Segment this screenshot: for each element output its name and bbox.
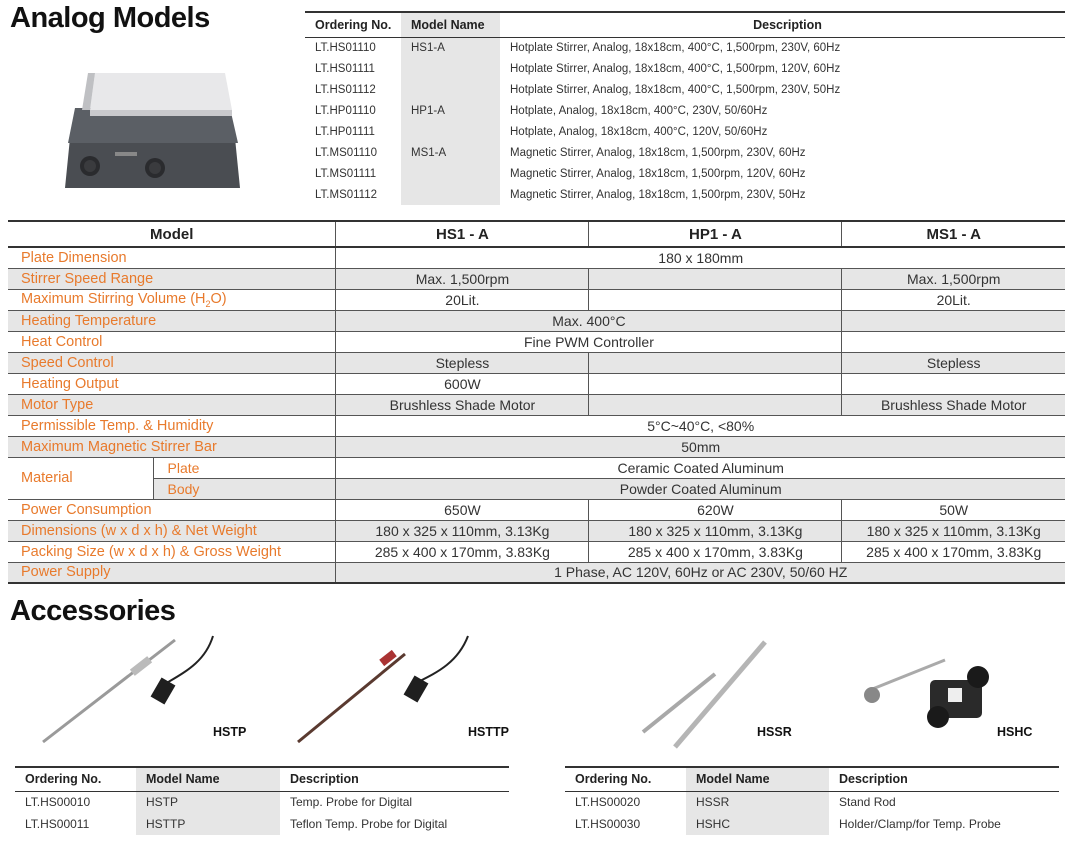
cell: LT.HS01112 bbox=[315, 83, 376, 96]
table-row bbox=[15, 791, 509, 813]
spec-label-text: O) bbox=[210, 290, 227, 307]
spec-value: 50mm bbox=[336, 436, 1065, 457]
spec-value bbox=[842, 310, 1065, 331]
accessory-label-hssr: HSSR bbox=[757, 725, 792, 739]
spec-row-motor-type bbox=[8, 394, 1065, 415]
spec-value bbox=[842, 331, 1065, 352]
table-row bbox=[565, 813, 1059, 835]
cell: Hotplate, Analog, 18x18cm, 400°C, 230V, 50/60Hz bbox=[510, 104, 768, 117]
cell: Hotplate Stirrer, Analog, 18x18cm, 400°C, 1,500rpm, 230V, 60Hz bbox=[510, 41, 841, 54]
spec-row-power-consumption bbox=[8, 499, 1065, 520]
cell: LT.HS01110 bbox=[315, 41, 376, 54]
spec-row-plate-dimension bbox=[8, 247, 1065, 268]
table-row bbox=[565, 791, 1059, 813]
spec-value: Max. 400°C bbox=[336, 310, 842, 331]
spec-label: Packing Size (w x d x h) & Gross Weight bbox=[8, 541, 336, 562]
table-row bbox=[305, 142, 1065, 163]
spec-value: Brushless Shade Motor bbox=[842, 394, 1065, 415]
cell: Stand Rod bbox=[839, 795, 896, 810]
cell bbox=[401, 58, 500, 79]
cell: Hotplate Stirrer, Analog, 18x18cm, 400°C, 1,500rpm, 120V, 60Hz bbox=[510, 62, 841, 75]
col-model-name: Model Name bbox=[401, 12, 500, 37]
table-row bbox=[305, 184, 1065, 205]
teflon-temp-probe-image bbox=[290, 632, 480, 747]
spec-value bbox=[842, 373, 1065, 394]
col-ordering-no: Ordering No. bbox=[565, 767, 686, 791]
spec-label: Material bbox=[8, 457, 153, 499]
spec-sublabel: Body bbox=[153, 478, 336, 499]
spec-label: Heating Output bbox=[8, 373, 336, 394]
spec-value bbox=[589, 268, 842, 289]
spec-value: 180 x 325 x 110mm, 3.13Kg bbox=[842, 520, 1065, 541]
spec-value: 180 x 180mm bbox=[336, 247, 1065, 268]
accessory-label-hshc: HSHC bbox=[997, 725, 1033, 739]
spec-label bbox=[8, 289, 336, 310]
col-model-name: Model Name bbox=[686, 767, 829, 791]
spec-row-stirrer-speed bbox=[8, 268, 1065, 289]
spec-value: 20Lit. bbox=[336, 289, 589, 310]
spec-value: Stepless bbox=[336, 352, 589, 373]
cell: Magnetic Stirrer, Analog, 18x18cm, 1,500rpm, 230V, 60Hz bbox=[510, 146, 806, 159]
cell: LT.MS01110 bbox=[315, 146, 378, 159]
spec-label: Stirrer Speed Range bbox=[8, 268, 336, 289]
ordering-table-accessories-2 bbox=[565, 766, 1059, 835]
spec-value: 285 x 400 x 170mm, 3.83Kg bbox=[336, 541, 589, 562]
spec-header-model: Model bbox=[8, 221, 336, 247]
spec-value: Brushless Shade Motor bbox=[336, 394, 589, 415]
col-description: Description bbox=[829, 767, 1059, 791]
hotplate-stirrer-image bbox=[60, 48, 245, 198]
cell: HS1-A bbox=[401, 37, 500, 58]
spec-value: 620W bbox=[589, 499, 842, 520]
page-title-analog-models: Analog Models bbox=[10, 2, 210, 34]
spec-row-heat-control bbox=[8, 331, 1065, 352]
cell: HSTTP bbox=[136, 813, 280, 835]
spec-row-magnetic-bar bbox=[8, 436, 1065, 457]
spec-row-stirring-volume bbox=[8, 289, 1065, 310]
spec-value: 50W bbox=[842, 499, 1065, 520]
cell bbox=[401, 79, 500, 100]
spec-value bbox=[589, 394, 842, 415]
spec-label-sub: 2 bbox=[205, 298, 211, 309]
spec-label: Power Supply bbox=[8, 562, 336, 583]
cell: Magnetic Stirrer, Analog, 18x18cm, 1,500rpm, 120V, 60Hz bbox=[510, 167, 806, 180]
spec-value: Ceramic Coated Aluminum bbox=[336, 457, 1065, 478]
spec-row-speed-control bbox=[8, 352, 1065, 373]
cell: MS1-A bbox=[401, 142, 500, 163]
spec-value: 600W bbox=[336, 373, 589, 394]
cell: LT.HS00020 bbox=[575, 795, 641, 810]
spec-label: Motor Type bbox=[8, 394, 336, 415]
spec-label: Heat Control bbox=[8, 331, 336, 352]
spec-value: 285 x 400 x 170mm, 3.83Kg bbox=[589, 541, 842, 562]
cell: Magnetic Stirrer, Analog, 18x18cm, 1,500rpm, 230V, 50Hz bbox=[510, 188, 806, 201]
spec-label-text: Maximum Stirring Volume (H bbox=[21, 290, 206, 307]
spec-label: Dimensions (w x d x h) & Net Weight bbox=[8, 520, 336, 541]
spec-row-material-body bbox=[8, 478, 1065, 499]
cell: LT.HS00011 bbox=[25, 817, 90, 831]
spec-header-ms1a: MS1 - A bbox=[842, 221, 1065, 247]
spec-value bbox=[589, 373, 842, 394]
spec-value: Stepless bbox=[842, 352, 1065, 373]
spec-value: Powder Coated Aluminum bbox=[336, 478, 1065, 499]
spec-row-dimensions bbox=[8, 520, 1065, 541]
cell: Holder/Clamp/for Temp. Probe bbox=[839, 817, 1001, 831]
holder-clamp-image bbox=[860, 655, 1000, 750]
spec-row-material-plate bbox=[8, 457, 1065, 478]
table-row bbox=[305, 163, 1065, 184]
spec-header-hs1a: HS1 - A bbox=[336, 221, 589, 247]
spec-value: 5°C~40°C, <80% bbox=[336, 415, 1065, 436]
cell: HP1-A bbox=[401, 100, 500, 121]
cell: Hotplate Stirrer, Analog, 18x18cm, 400°C, 1,500rpm, 230V, 50Hz bbox=[510, 83, 841, 96]
spec-value: 1 Phase, AC 120V, 60Hz or AC 230V, 50/60 HZ bbox=[336, 562, 1065, 583]
cell: Teflon Temp. Probe for Digital bbox=[290, 817, 448, 831]
spec-label: Permissible Temp. & Humidity bbox=[8, 415, 336, 436]
accessory-label-hstp: HSTP bbox=[213, 725, 247, 739]
spec-label: Power Consumption bbox=[8, 499, 336, 520]
col-model-name: Model Name bbox=[136, 767, 280, 791]
table-row bbox=[15, 813, 509, 835]
spec-label: Speed Control bbox=[8, 352, 336, 373]
spec-value: Fine PWM Controller bbox=[336, 331, 842, 352]
spec-value bbox=[589, 289, 842, 310]
table-row bbox=[305, 100, 1065, 121]
spec-value bbox=[589, 352, 842, 373]
spec-row-packing bbox=[8, 541, 1065, 562]
spec-value: 285 x 400 x 170mm, 3.83Kg bbox=[842, 541, 1065, 562]
table-row bbox=[305, 58, 1065, 79]
cell: HSTP bbox=[136, 791, 280, 813]
cell bbox=[401, 121, 500, 142]
cell: LT.HS01111 bbox=[315, 62, 375, 75]
table-row bbox=[305, 121, 1065, 142]
col-ordering-no: Ordering No. bbox=[15, 767, 136, 791]
accessory-label-hsttp: HSTTP bbox=[468, 725, 509, 739]
spec-value: Max. 1,500rpm bbox=[336, 268, 589, 289]
col-ordering-no: Ordering No. bbox=[305, 12, 401, 37]
specification-table bbox=[8, 220, 1065, 584]
spec-value: Max. 1,500rpm bbox=[842, 268, 1065, 289]
page-title-accessories: Accessories bbox=[10, 595, 176, 627]
cell: LT.HP01110 bbox=[315, 104, 376, 117]
spec-row-permissible bbox=[8, 415, 1065, 436]
cell: HSSR bbox=[686, 791, 829, 813]
col-description: Description bbox=[280, 767, 509, 791]
temp-probe-image bbox=[35, 632, 225, 747]
col-description: Description bbox=[500, 12, 1065, 37]
cell: LT.HP01111 bbox=[315, 125, 375, 138]
spec-row-heating-temperature bbox=[8, 310, 1065, 331]
ordering-table-analog bbox=[305, 11, 1065, 205]
table-row bbox=[305, 37, 1065, 58]
cell: LT.HS00010 bbox=[25, 795, 91, 810]
spec-header-hp1a: HP1 - A bbox=[589, 221, 842, 247]
spec-row-power-supply bbox=[8, 562, 1065, 583]
spec-value: 650W bbox=[336, 499, 589, 520]
spec-value: 180 x 325 x 110mm, 3.13Kg bbox=[589, 520, 842, 541]
spec-value: 180 x 325 x 110mm, 3.13Kg bbox=[336, 520, 589, 541]
spec-label: Maximum Magnetic Stirrer Bar bbox=[8, 436, 336, 457]
spec-label: Plate Dimension bbox=[8, 247, 336, 268]
spec-label: Heating Temperature bbox=[8, 310, 336, 331]
cell: LT.MS01112 bbox=[315, 188, 378, 201]
table-row bbox=[305, 79, 1065, 100]
cell bbox=[401, 184, 500, 205]
cell: LT.MS01111 bbox=[315, 167, 377, 180]
ordering-table-accessories-1 bbox=[15, 766, 509, 835]
spec-row-heating-output bbox=[8, 373, 1065, 394]
spec-value: 20Lit. bbox=[842, 289, 1065, 310]
cell: Temp. Probe for Digital bbox=[290, 795, 413, 810]
cell: HSHC bbox=[686, 813, 829, 835]
spec-sublabel: Plate bbox=[153, 457, 336, 478]
cell: Hotplate, Analog, 18x18cm, 400°C, 120V, 50/60Hz bbox=[510, 125, 768, 138]
cell: LT.HS00030 bbox=[575, 817, 641, 831]
cell bbox=[401, 163, 500, 184]
